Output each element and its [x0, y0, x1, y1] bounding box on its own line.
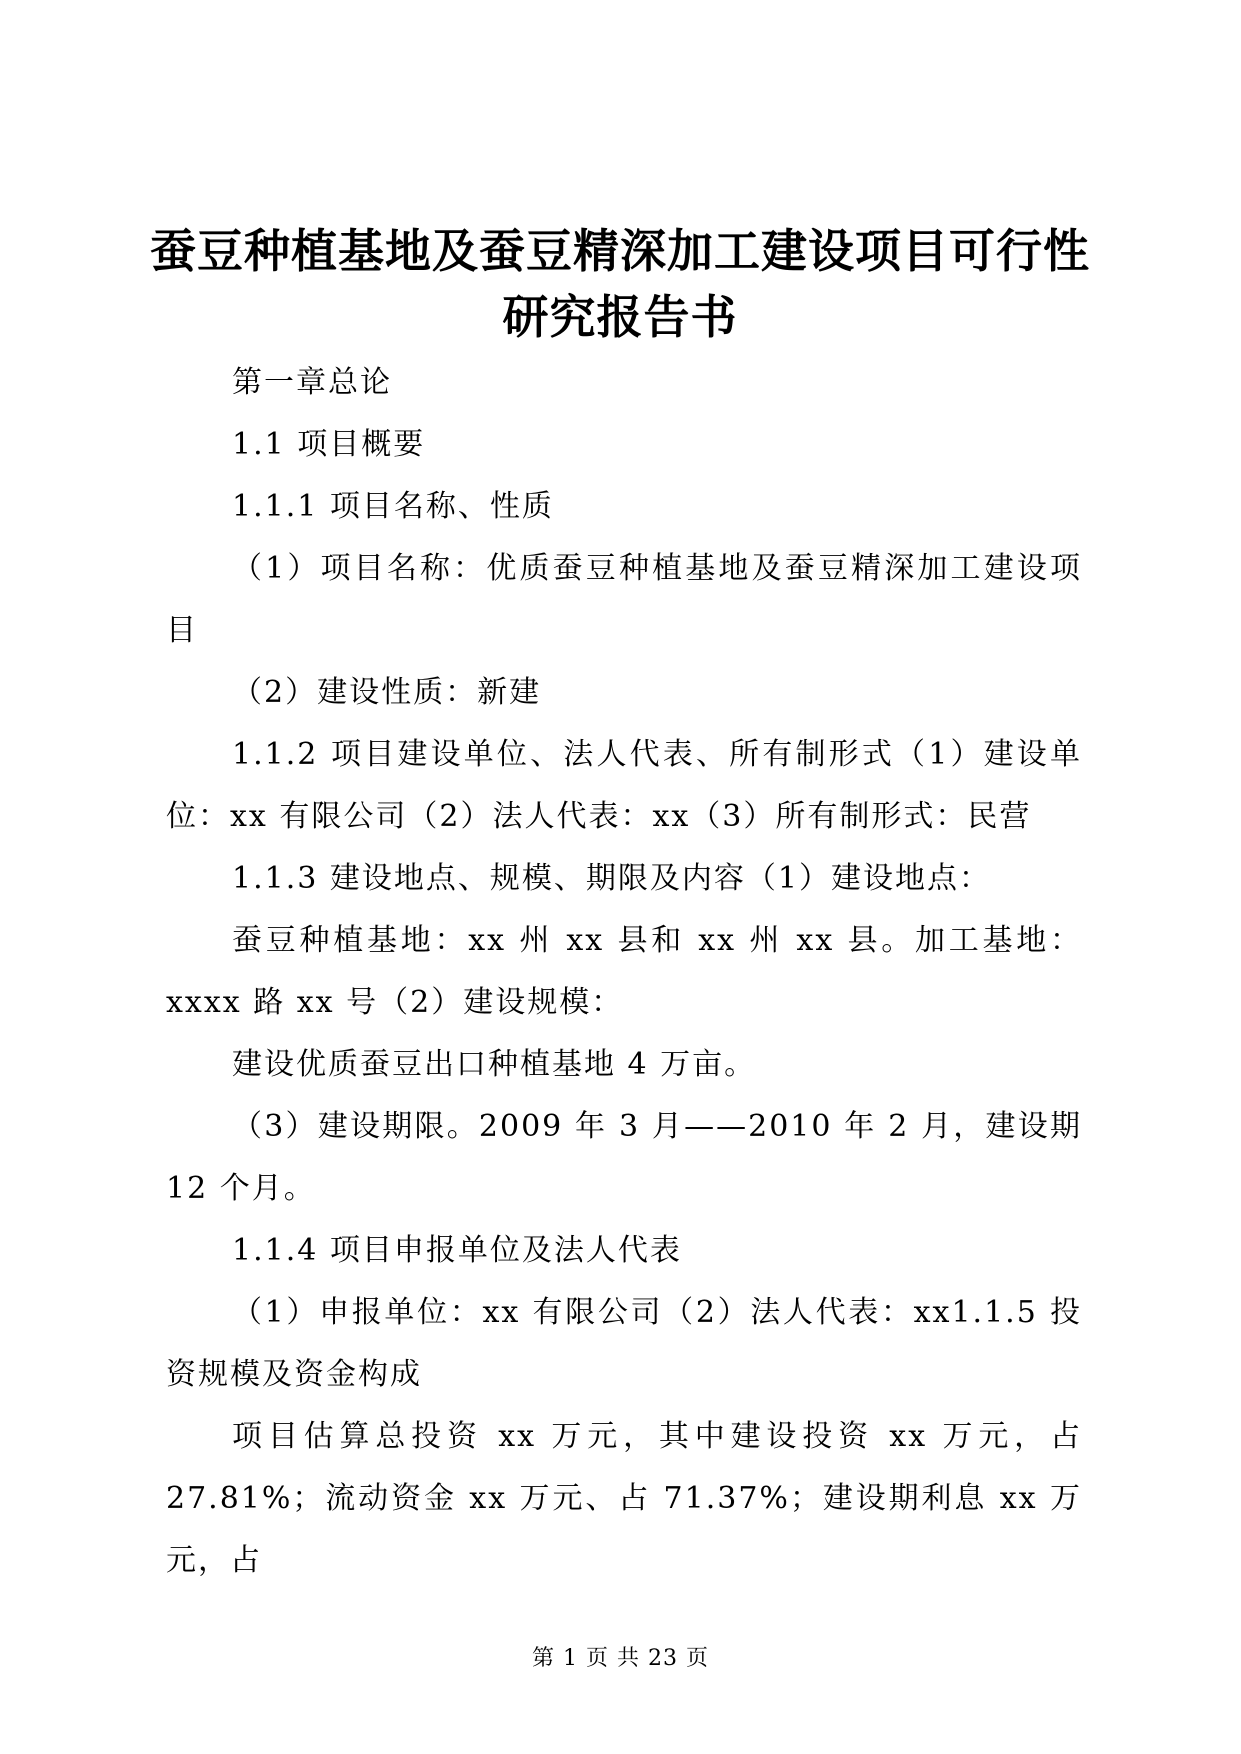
paragraph-project-name: （1）项目名称：优质蚕豆种植基地及蚕豆精深加工建设项目 [166, 551, 1082, 648]
paragraph-planting-base: 蚕豆种植基地：xx 州 xx 县和 xx 州 xx 县。加工基地：xxxx 路 xx 号（2）建设规模： [166, 923, 1082, 1020]
paragraph-1-1-4: 1.1.4 项目申报单位及法人代表 [232, 1233, 682, 1268]
title-line-2: 研究报告书 [502, 290, 738, 344]
paragraph-1-1-2: 1.1.2 项目建设单位、法人代表、所有制形式（1）建设单位：xx 有限公司（2）法人代表：xx（3）所有制形式：民营 [166, 737, 1082, 834]
title-line-1: 蚕豆种植基地及蚕豆精深加工建设项目可行性 [150, 224, 1090, 278]
section-heading-1-1-1: 1.1.1 项目名称、性质 [232, 489, 554, 524]
chapter-heading: 第一章总论 [232, 365, 392, 400]
paragraph-applicant: （1）申报单位：xx 有限公司（2）法人代表：xx1.1.5 投资规模及资金构成 [166, 1295, 1082, 1392]
paragraph-build-nature: （2）建设性质：新建 [232, 675, 542, 710]
paragraph-build-scale: 建设优质蚕豆出口种植基地 4 万亩。 [232, 1047, 757, 1082]
paragraph-1-1-3: 1.1.3 建设地点、规模、期限及内容（1）建设地点： [232, 861, 991, 896]
document-body [166, 352, 1082, 1592]
page-footer: 第 1 页 共 23 页 [532, 1646, 709, 1671]
document-title [140, 218, 1100, 350]
section-heading-1-1: 1.1 项目概要 [232, 427, 426, 462]
paragraph-investment: 项目估算总投资 xx 万元，其中建设投资 xx 万元，占 27.81%；流动资金 xx 万元、占 71.37%；建设期利息 xx 万元，占 [166, 1419, 1082, 1578]
paragraph-build-period: （3）建设期限。2009 年 3 月——2010 年 2 月，建设期 12 个月。 [166, 1109, 1082, 1206]
